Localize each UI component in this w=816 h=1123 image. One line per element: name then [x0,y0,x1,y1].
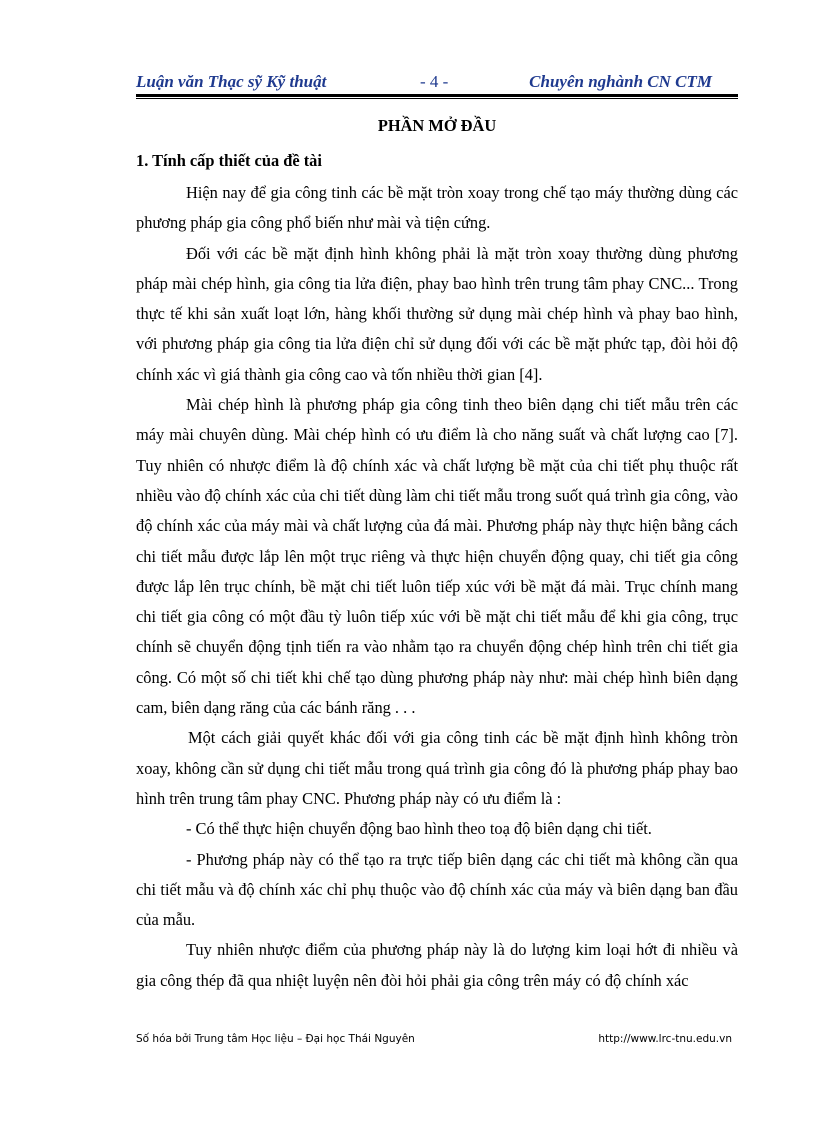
footer-digitized-by: Số hóa bởi Trung tâm Học liệu – Đại học Thái Nguyên [136,1033,415,1045]
paragraph-1: Hiện nay để gia công tinh các bề mặt tròn xoay trong chế tạo máy thường dùng các phương pháp gia công phổ biến như mài và tiện cứng. [136,183,738,233]
page-header [136,72,738,94]
paragraph-2: Đối với các bề mặt định hình không phải là mặt tròn xoay thường dùng phương pháp mài chép hình, gia công tia lửa điện, phay bao hình trên trung tâm phay CNC... Trong thực tế khi sản xuất loạt lớn, hàng khối thường sử dụng mài chép hình và phay bao hình, với phương pháp gia công tia lửa điện chỉ sử dụng đối với các bề mặt phức tạp, đòi hỏi độ chính xác vì giá thành gia công cao và tốn nhiều thời gian [4]. [136,243,738,384]
bullet-item-1: - Có thể thực hiện chuyển động bao hình theo toạ độ biên dạng chi tiết. [186,819,652,839]
page-footer [136,1033,732,1051]
paragraph-3: Mài chép hình là phương pháp gia công tinh theo biên dạng chi tiết mẫu trên các máy mài chuyên dùng. Mài chép hình có ưu điểm là cho năng suất và chất lượng cao [7]. Tuy nhiên có nhược điểm là độ chính xác và chất lượng bề mặt của chi tiết phụ thuộc rất nhiều vào độ chính xác của chi tiết dùng làm chi tiết mẫu trong suốt quá trình gia công, vào độ chính xác của máy mài và chất lượng của đá mài. Phương pháp này thực hiện bằng cách chi tiết mẫu được lắp lên một trục riêng và thực hiện chuyển động quay, chi tiết gia công được lắp lên trục chính, bề mặt chi tiết luôn tiếp xúc với bề mặt đá mài. Trục chính mang chi tiết gia công có một đầu tỳ luôn tiếp xúc với bề mặt chi tiết mẫu để khi gia công, trục chính sẽ chuyển động tịnh tiến ra vào nhằm tạo ra chuyển động chép hình trên chi tiết gia công. Có một số chi tiết khi chế tạo dùng phương pháp này như: mài chép hình biên dạng cam, biên dạng răng của các bánh răng . . . [136,395,738,718]
header-page-number: - 4 - [420,72,449,91]
bullet-item-2: - Phương pháp này có thể tạo ra trực tiếp biên dạng các chi tiết mà không cần qua chi tiết mẫu và độ chính xác chỉ phụ thuộc vào độ chính xác của máy và biên dạng ban đầu của mẫu. [136,849,738,930]
page-body [136,115,738,996]
header-thin-rule [136,98,738,99]
closing-paragraph: Tuy nhiên nhược điểm của phương pháp này là do lượng kim loại hớt đi nhiều và gia công thép đã qua nhiệt luyện nên đòi hỏi phải gia công trên máy có độ chính xác [136,940,738,990]
header-thick-rule [136,94,738,97]
header-thesis-type: Luận văn Thạc sỹ Kỹ thuật [136,72,327,91]
page-title: PHẦN MỞ ĐẦU [377,116,497,135]
paragraph-4: Một cách giải quyết khác đối với gia công tinh các bề mặt định hình không tròn xoay, không cần sử dụng chi tiết mẫu trong quá trình gia công đó là phương pháp phay bao hình trên trung tâm phay CNC. Phương pháp này có ưu điểm là : [136,728,738,808]
header-major: Chuyên nghành CN CTM [529,72,712,91]
section-heading: 1. Tính cấp thiết của đề tài [136,151,322,170]
footer-url-link[interactable]: http://www.lrc-tnu.edu.vn [598,1033,732,1045]
